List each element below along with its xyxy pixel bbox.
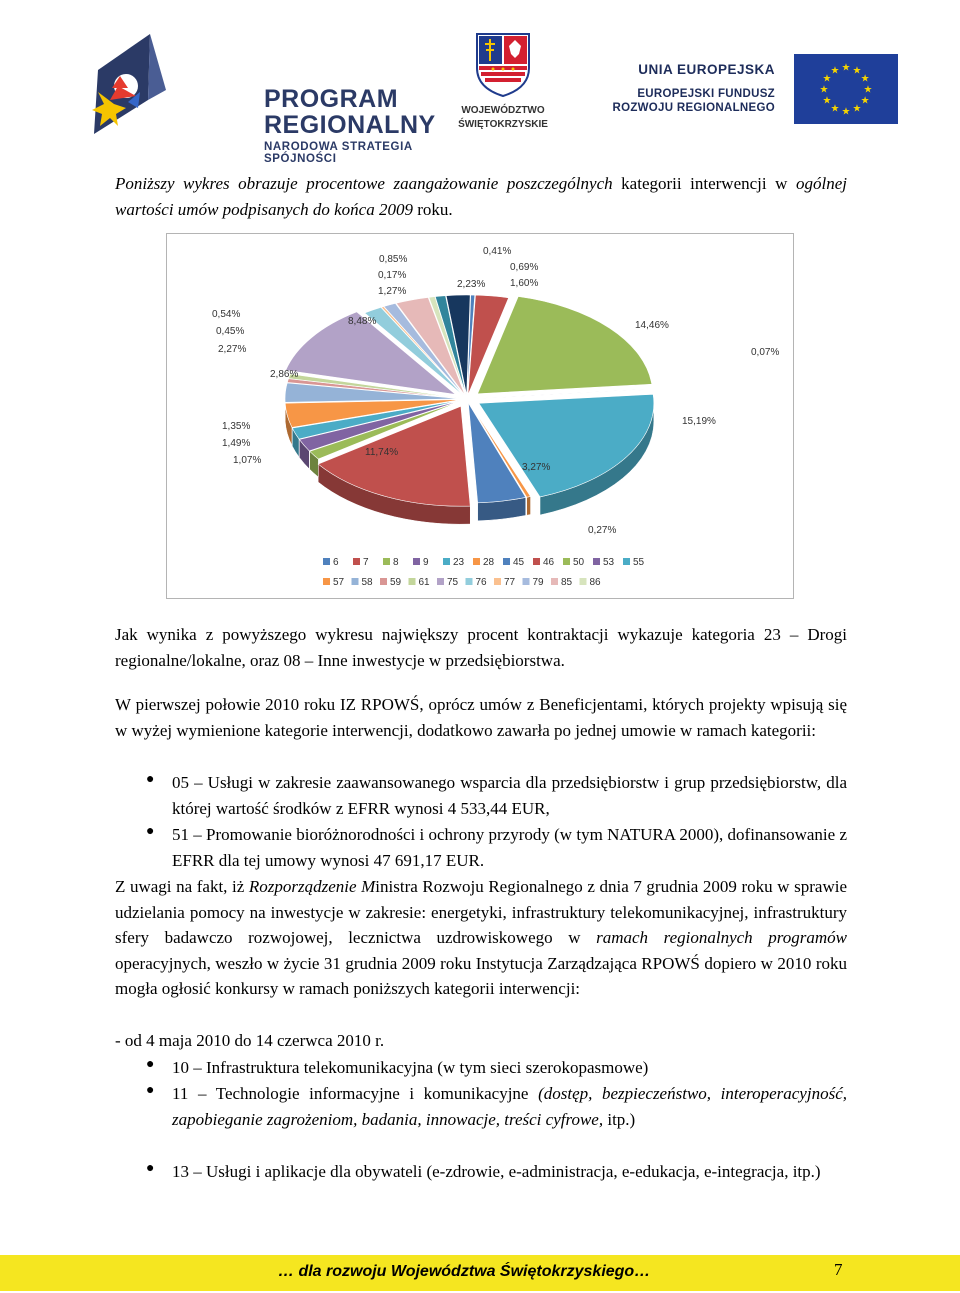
bullet-11-c: itp.) — [603, 1109, 636, 1129]
legend-swatch — [623, 558, 630, 565]
data-label: 3,27% — [522, 462, 551, 473]
data-label: 0,27% — [588, 525, 617, 536]
legend-label: 46 — [543, 557, 555, 568]
legend-label: 76 — [475, 577, 487, 588]
legend-label: 23 — [453, 557, 465, 568]
eu-star-icon: ★ — [852, 65, 862, 77]
page-number: 7 — [834, 1260, 843, 1279]
eu-star-icon: ★ — [841, 106, 851, 118]
legend-label: 55 — [633, 557, 645, 568]
legend-swatch — [380, 578, 387, 585]
data-label: 0,41% — [483, 246, 512, 257]
intro-plain-1: kategorii interwencji w — [612, 174, 796, 193]
legend-label: 59 — [390, 577, 402, 588]
data-label: 2,27% — [218, 344, 247, 355]
legend-swatch — [533, 558, 540, 565]
program-regionalny-emblem-icon — [88, 30, 178, 140]
data-label: 1,49% — [222, 438, 251, 449]
legend-swatch — [352, 578, 359, 585]
legend-swatch — [413, 558, 420, 565]
bullet-item-51: 51 – Promowanie bioróżnorodności i ochrony przyrody (w tym NATURA 2000), dofinansowanie z EFRR dla tej umowy wynosi 47 691,17 EUR. — [172, 825, 847, 870]
legend-label: 58 — [361, 577, 373, 588]
pie-slice-8 — [478, 296, 652, 393]
bullet-item-13: 13 – Usługi i aplikacje dla obywateli (e-zdrowie, e-administracja, e-edukacja, e-integracja, itp.) — [172, 1162, 821, 1181]
legend-swatch — [473, 558, 480, 565]
bullet-item-11 — [172, 1081, 847, 1132]
intro-paragraph — [115, 171, 847, 222]
data-label: 2,23% — [457, 279, 486, 290]
legend-swatch — [551, 578, 558, 585]
legend-label: 86 — [589, 577, 601, 588]
data-label: 0,45% — [216, 326, 245, 337]
data-label: 1,35% — [222, 421, 251, 432]
data-label: 8,48% — [348, 316, 377, 327]
summary-paragraph: Jak wynika z powyższego wykresu największy procent kontraktacji wykazuje kategoria 23 – Drogi regionalne/lokalne, oraz 08 – Inne inwestycje w przedsiębiorstwa. — [115, 625, 847, 670]
categories-paragraph: W pierwszej połowie 2010 roku IZ RPOWŚ, oprócz umów z Beneficjentami, których projekty wpisują się w wyżej wymienione kategorie interwencji, dodatkowo zawarła po jednej umowie w ramach kategorii: — [115, 695, 847, 740]
bullet-11-b: (dostęp, bezpieczeństwo, interoperacyjność, zapobieganie zagrożeniom, badania, innowacje, treści cyfrowe, — [172, 1084, 847, 1129]
eu-star-icon: ★ — [863, 84, 873, 96]
footer-slogan: … dla rozwoju Województwa Świętokrzyskiego… — [278, 1263, 651, 1280]
legend-label: 8 — [393, 557, 399, 568]
data-label: 1,07% — [233, 455, 262, 466]
legend-swatch — [323, 578, 330, 585]
legend-swatch — [437, 578, 444, 585]
legend-swatch — [503, 558, 510, 565]
legend-label: 6 — [333, 557, 339, 568]
legend-label: 53 — [603, 557, 615, 568]
bullet-icon: ● — [146, 824, 155, 839]
legend-swatch — [353, 558, 360, 565]
wojewodztwo-label-2: ŚWIĘTOKRZYSKIE — [458, 119, 548, 130]
legend-swatch — [466, 578, 473, 585]
bullet-icon: ● — [146, 1057, 155, 1072]
legend-label: 61 — [418, 577, 430, 588]
eu-star-icon: ★ — [830, 103, 840, 115]
eu-star-icon: ★ — [860, 95, 870, 107]
legend-swatch — [323, 558, 330, 565]
legend-label: 75 — [447, 577, 459, 588]
bullet-item-05: 05 – Usługi w zakresie zaawansowanego wsparcia dla przedsiębiorstw i grup przedsiębiorstw, dla której wartość środków z EFRR wynosi 4 533,44 EUR, — [172, 773, 847, 818]
eu-star-icon: ★ — [852, 103, 862, 115]
legend-swatch — [580, 578, 587, 585]
data-label: 0,54% — [212, 309, 241, 320]
program-regionalny-logo — [88, 30, 436, 165]
eu-star-icon: ★ — [822, 95, 832, 107]
data-label: 0,85% — [379, 254, 408, 265]
coat-of-arms-icon — [473, 32, 533, 98]
legend-label: 50 — [573, 557, 585, 568]
program-subtitle: NARODOWA STRATEGIA SPÓJNOŚCI — [264, 141, 413, 165]
page-footer — [0, 1255, 960, 1291]
legend-label: 57 — [333, 577, 345, 588]
bullet-icon: ● — [146, 1083, 155, 1098]
legend-label: 45 — [513, 557, 525, 568]
intro-italic-2: ogólnej wartości umów podpisanych do końca 2009 — [115, 174, 847, 219]
reg-text-c: inistra Rozwoju Regionalnego z dnia 7 grudnia 2009 roku w sprawie udzielania pomocy na inwestycje w zakresie: energetyki, infrastruktury telekomunikacyjnej, infrastruktury sfery badawczo rozwojowej, lecznictwa uzdrowiskowego w — [115, 877, 847, 948]
data-label: 0,17% — [378, 270, 407, 281]
data-label: 2,86% — [270, 369, 299, 380]
legend-label: 77 — [504, 577, 516, 588]
regulation-paragraph — [115, 874, 847, 1002]
eu-fund-line2: ROZWOJU REGIONALNEGO — [612, 102, 775, 114]
intro-plain-2: roku. — [412, 199, 453, 219]
data-label: 14,46% — [635, 320, 669, 331]
program-title-line1: PROGRAM — [264, 85, 399, 113]
pie-chart — [166, 233, 794, 599]
legend-swatch — [563, 558, 570, 565]
data-label: 15,19% — [682, 416, 716, 427]
legend-swatch — [523, 578, 530, 585]
legend-swatch — [443, 558, 450, 565]
legend-label: 28 — [483, 557, 495, 568]
eu-fund-line1: EUROPEJSKI FUNDUSZ — [637, 88, 775, 100]
eu-star-icon: ★ — [819, 84, 829, 96]
intro-italic-1: Poniższy wykres obrazuje procentowe zaangażowanie poszczególnych — [115, 174, 613, 193]
legend-swatch — [593, 558, 600, 565]
eu-star-icon: ★ — [822, 73, 832, 85]
bullet-icon: ● — [146, 772, 155, 787]
data-label: 1,60% — [510, 278, 539, 289]
legend-label: 9 — [423, 557, 429, 568]
legend-label: 85 — [561, 577, 573, 588]
eu-star-icon: ★ — [830, 65, 840, 77]
legend-swatch — [494, 578, 501, 585]
eu-star-icon: ★ — [860, 73, 870, 85]
data-label: 11,74% — [365, 447, 399, 458]
eu-star-icon: ★ — [841, 62, 851, 74]
legend-label: 7 — [363, 557, 369, 568]
reg-text-b: Rozporządzenie M — [248, 877, 376, 896]
date-line: - od 4 maja 2010 do 14 czerwca 2010 r. — [115, 1031, 385, 1050]
pie-slice-side — [527, 496, 531, 515]
wojewodztwo-label-1: WOJEWÓDZTWO — [461, 105, 545, 116]
wojewodztwo-logo — [448, 32, 558, 132]
legend-swatch — [409, 578, 416, 585]
program-title-line2: REGIONALNY — [264, 111, 436, 139]
eu-flag-icon — [794, 54, 898, 124]
bullet-icon: ● — [146, 1161, 155, 1176]
reg-text-a: Z uwagi na fakt, iż — [115, 877, 249, 896]
page-header — [0, 0, 960, 165]
reg-text-d: ramach regionalnych programów — [596, 928, 847, 948]
reg-text-e: operacyjnych, weszło w życie 31 grudnia 2009 roku Instytucja Zarządzająca RPOWŚ dopiero w 2010 roku mogła ogłosić konkursy w ramach poniższych kategorii interwencji: — [115, 953, 847, 999]
data-label: 1,27% — [378, 286, 407, 297]
bullet-11-a: 11 – Technologie informacyjne i komunikacyjne — [172, 1084, 539, 1103]
eu-text-block — [612, 62, 775, 115]
legend-label: 79 — [532, 577, 544, 588]
legend-swatch — [383, 558, 390, 565]
data-label: 0,07% — [751, 347, 780, 358]
pie-chart-svg — [167, 234, 793, 598]
bullet-item-10: 10 – Infrastruktura telekomunikacyjna (w tym sieci szerokopasmowe) — [172, 1058, 649, 1077]
data-label: 0,69% — [510, 262, 539, 273]
eu-title: UNIA EUROPEJSKA — [638, 62, 775, 77]
